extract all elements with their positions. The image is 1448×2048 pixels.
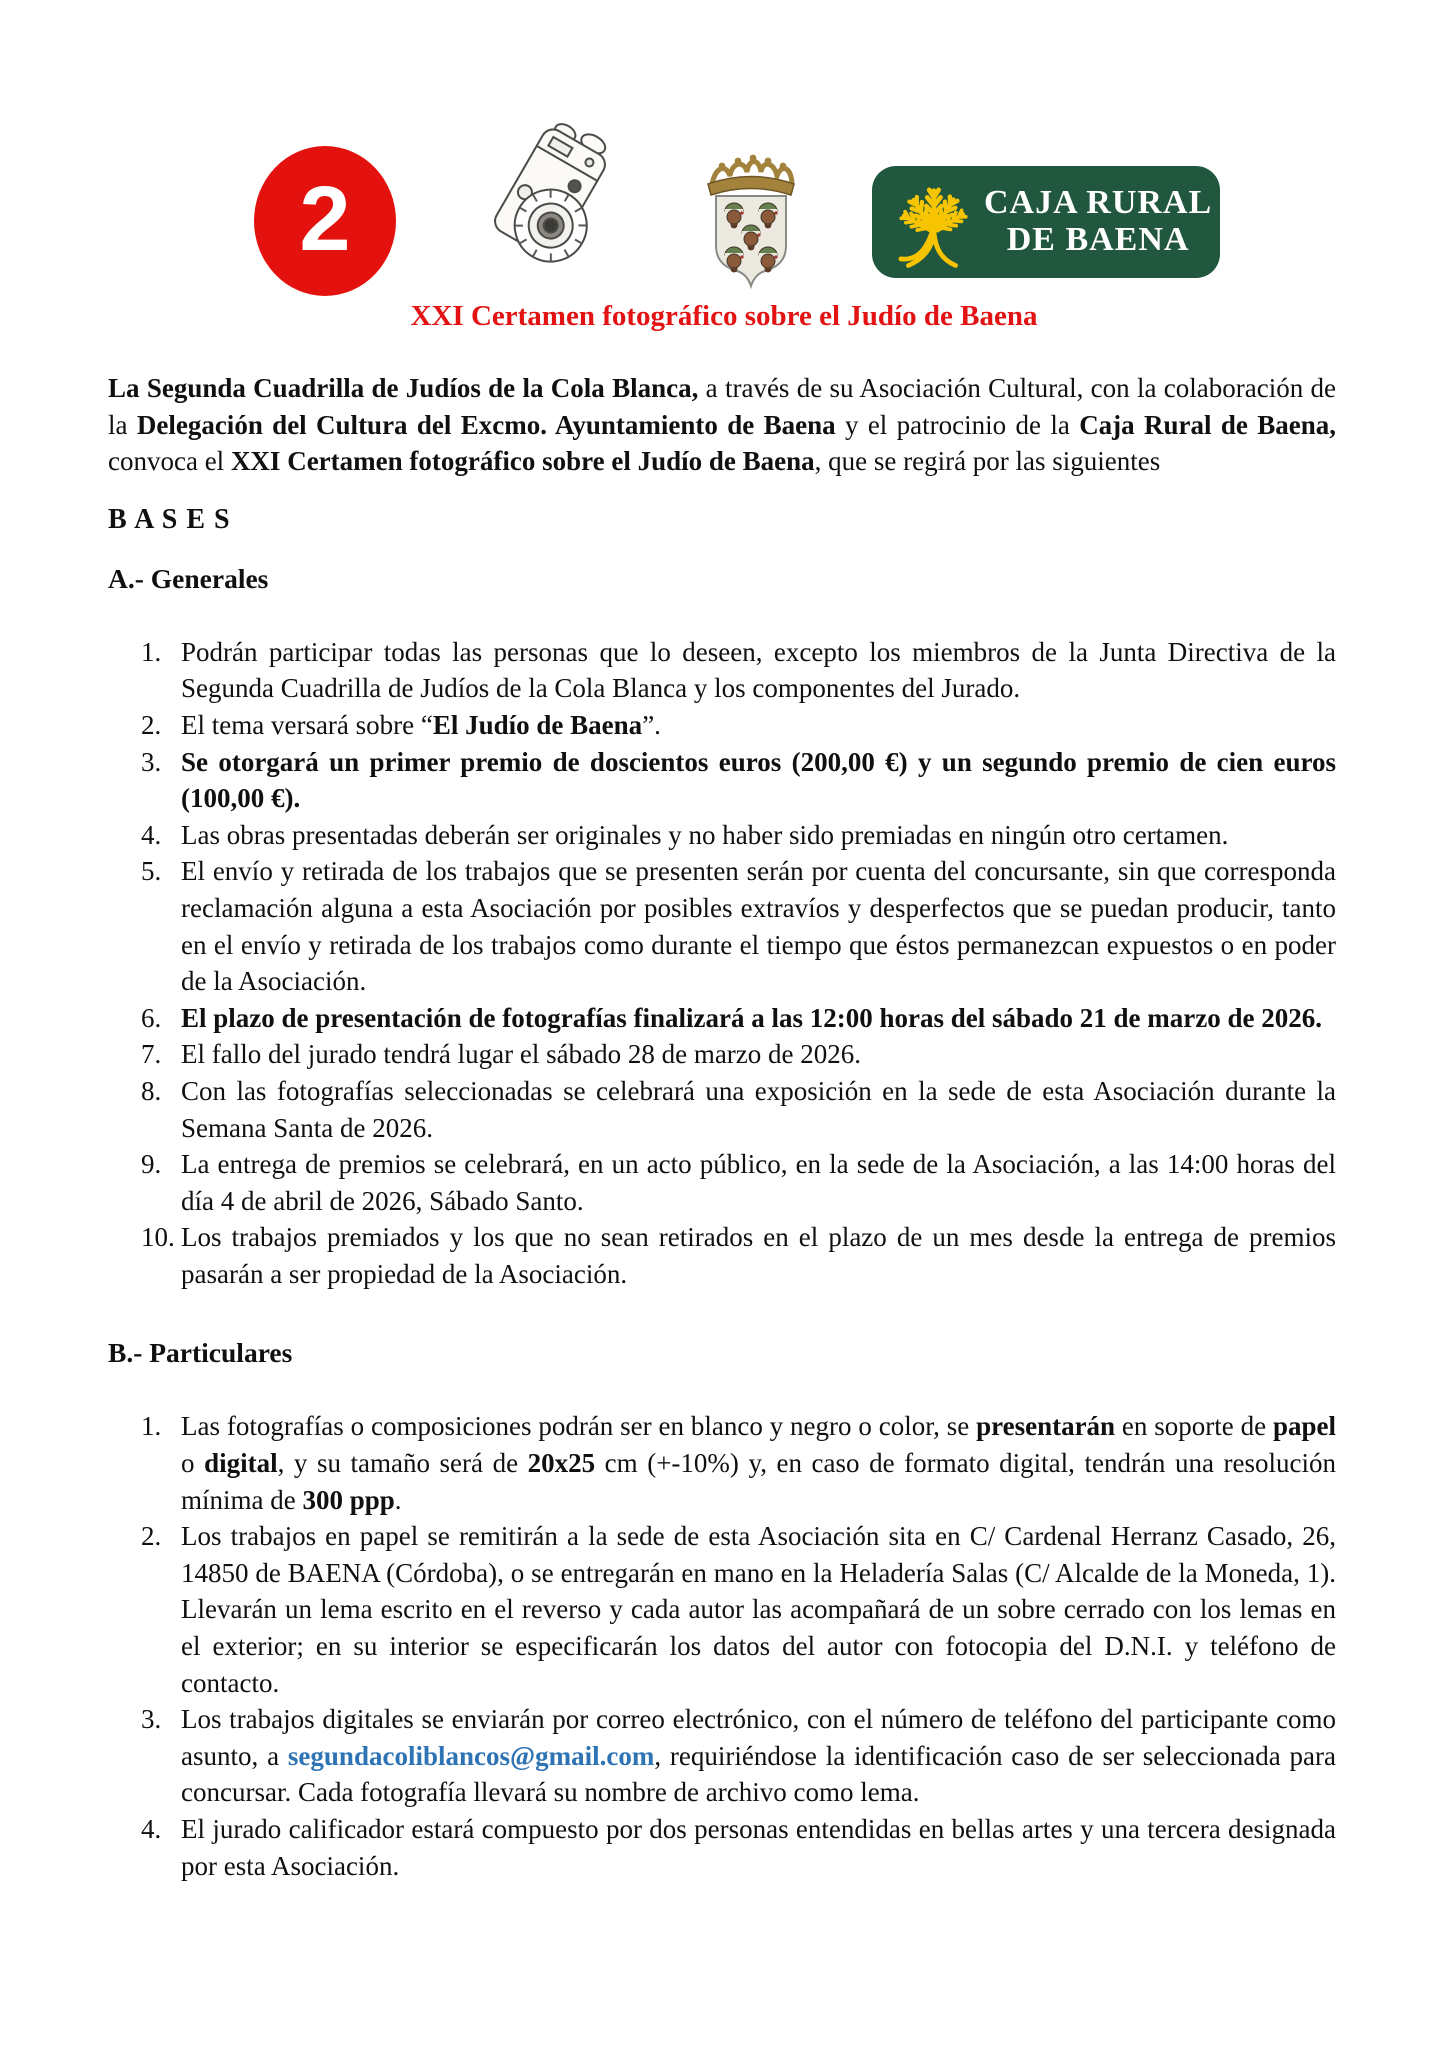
list-item-text: Los trabajos premiados y los que no sean retirados en el plazo de un mes desde la entrega de premios pasarán a ser propiedad de la Asociación. <box>181 1222 1336 1289</box>
document-body <box>0 370 1448 1884</box>
list-item-number: 9. <box>141 1149 162 1180</box>
list-item <box>141 1518 1336 1701</box>
wheat-icon <box>880 170 984 274</box>
list-item-text: El tema versará sobre “El Judío de Baena”. <box>181 709 661 740</box>
list-item-number: 6. <box>141 1002 162 1033</box>
list-item-text: Los trabajos digitales se enviarán por correo electrónico, con el número de teléfono del participante como asunto, a segundacoliblancos@gmail.com, requiriéndose la identificación caso de ser seleccionada para concursar. Cada fotografía llevará su nombre de archivo como lema. <box>181 1704 1336 1808</box>
logo-line-2: DE BAENA <box>1006 221 1190 258</box>
list-item-text: Podrán participar todas las personas que lo deseen, excepto los miembros de la Junta Directiva de la Segunda Cuadrilla de Judíos de la Cola Blanca y los componentes del Jurado. <box>181 636 1336 704</box>
list-item-number: 7. <box>141 1039 162 1070</box>
list-item-number: 3. <box>141 1704 162 1735</box>
list-item-text: Las obras presentadas deberán ser originales y no haber sido premiadas en ningún otro certamen. <box>181 819 1229 850</box>
list-item-number: 2. <box>141 709 162 740</box>
vintage-camera-icon <box>468 108 626 288</box>
list-item-text: El envío y retirada de los trabajos que se presenten serán por cuenta del concursante, sin que corresponda reclamación alguna a esta Asociación por posibles extravíos y desperfectos que se puedan producir, tanto en el envío y retirada de los trabajos como durante el tiempo que éstos permanezcan expuestos o en poder de la Asociación. <box>181 856 1336 997</box>
list-item-text: Con las fotografías seleccionadas se celebrará una exposición en la sede de esta Asociación durante la Semana Santa de 2026. <box>181 1075 1336 1143</box>
list-item-text: Los trabajos en papel se remitirán a la sede de esta Asociación sita en C/ Cardenal Herranz Casado, 26, 14850 de BAENA (Córdoba), o se entregarán en mano en la Heladería Salas (C/ Alcalde de la Moneda, 1). Llevarán un lema escrito en el reverso y cada autor las acompañará de un sobre cerrado con los lemas en el exterior; en su interior se especificarán los datos del autor con fotocopia del D.N.I. y teléfono de contacto. <box>181 1521 1336 1698</box>
list-item <box>141 1701 1336 1811</box>
list-item-text: El fallo del jurado tendrá lugar el sábado 28 de marzo de 2026. <box>181 1039 862 1070</box>
list-item-number: 8. <box>141 1075 162 1106</box>
document-title: XXI Certamen fotográfico sobre el Judío de Baena <box>410 300 1038 332</box>
list-item-number: 4. <box>141 819 162 850</box>
bases-heading: B A S E S <box>108 503 231 535</box>
list-item-number: 1. <box>141 636 162 667</box>
list-item-number: 2. <box>141 1521 162 1552</box>
list-item <box>141 1000 1336 1037</box>
section-b-heading: B.- Particulares <box>108 1337 293 1369</box>
coat-of-arms-icon <box>696 144 806 294</box>
section-b-list <box>108 1408 1336 1884</box>
list-item <box>141 1811 1336 1884</box>
badge-number: 2 <box>299 168 351 270</box>
caja-rural-logo-text <box>984 185 1224 258</box>
section-a-heading: A.- Generales <box>108 562 269 594</box>
list-item-text: El jurado calificador estará compuesto por dos personas entendidas en bellas artes y una tercera designada por esta Asociación. <box>181 1814 1336 1881</box>
list-item-number: 1. <box>141 1411 162 1442</box>
email-link[interactable]: segundacoliblancos@gmail.com <box>287 1740 655 1771</box>
list-item-number: 3. <box>141 746 162 777</box>
list-item-text: Se otorgará un primer premio de doscientos euros (200,00 €) y un segundo premio de cien euros (100,00 €). <box>181 746 1336 814</box>
list-item <box>141 1073 1336 1146</box>
caja-rural-logo <box>872 166 1220 278</box>
list-item-number: 10. <box>141 1222 175 1253</box>
intro-paragraph: La Segunda Cuadrilla de Judíos de la Cola Blanca, a través de su Asociación Cultural, con la colaboración de la Delegación del Cultura del Excmo. Ayuntamiento de Baena y el patrocinio de la Caja Rural de Baena, convoca el XXI Certamen fotográfico sobre el Judío de Baena, que se regirá por las siguientes <box>108 373 1337 477</box>
list-item <box>141 634 1336 707</box>
logo-line-1: CAJA RURAL <box>984 184 1213 222</box>
list-item <box>141 817 1336 854</box>
number-badge <box>254 146 396 296</box>
logo-row <box>0 0 1448 296</box>
list-item-text: Las fotografías o composiciones podrán ser en blanco y negro o color, se presentarán en soporte de papel o digital, y su tamaño será de 20x25 cm (+-10%) y, en caso de formato digital, tendrán una resolución mínima de 300 ppp. <box>181 1411 1336 1515</box>
list-item <box>141 1408 1336 1518</box>
section-a-list <box>108 634 1336 1293</box>
list-item-text: La entrega de premios se celebrará, en un acto público, en la sede de la Asociación, a las 14:00 horas del día 4 de abril de 2026, Sábado Santo. <box>181 1149 1336 1216</box>
list-item <box>141 1036 1336 1073</box>
list-item-number: 4. <box>141 1814 162 1844</box>
list-item-text: El plazo de presentación de fotografías finalizará a las 12:00 horas del sábado 21 de marzo de 2026. <box>181 1002 1322 1033</box>
list-item <box>141 853 1336 999</box>
list-item <box>141 707 1336 744</box>
list-item <box>141 1219 1336 1292</box>
list-item-number: 5. <box>141 856 162 887</box>
list-item <box>141 1146 1336 1219</box>
list-item <box>141 744 1336 817</box>
